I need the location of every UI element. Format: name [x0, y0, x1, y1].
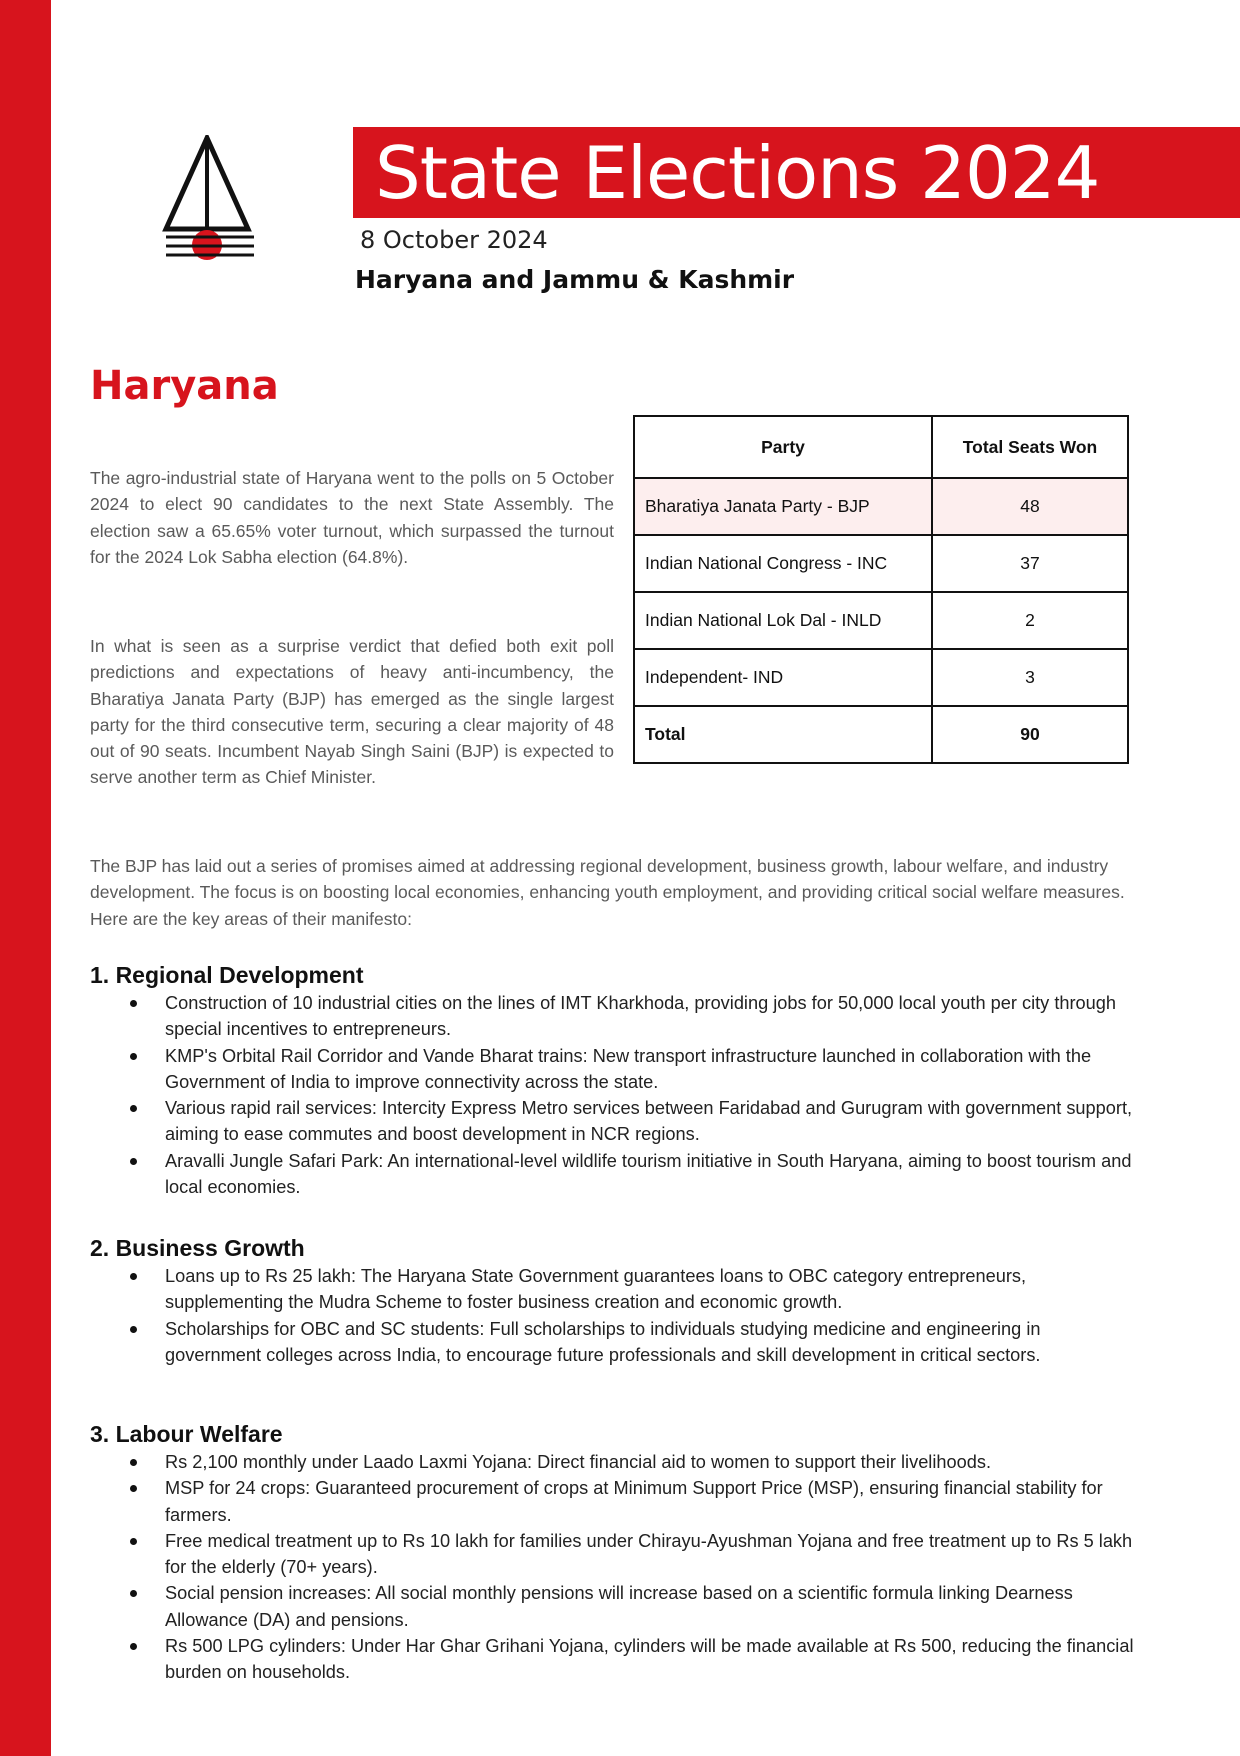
publication-date: 8 October 2024	[360, 226, 548, 254]
list-item: Various rapid rail services: Intercity Express Metro services between Faridabad and Gurugram with government support, aiming to ease commutes and boost development in NCR regions.	[126, 1095, 1136, 1148]
list-item: Rs 500 LPG cylinders: Under Har Ghar Grihani Yojana, cylinders will be made available at Rs 500, reducing the financial burden on households.	[126, 1633, 1136, 1686]
section-heading-labour: 3. Labour Welfare	[90, 1421, 283, 1447]
bullet-icon	[130, 1158, 137, 1165]
section-heading-business: 2. Business Growth	[90, 1235, 305, 1261]
table-header-seats: Total Seats Won	[932, 416, 1128, 478]
table-row	[634, 649, 1128, 706]
manifesto-paragraph: The BJP has laid out a series of promises aimed at addressing regional development, business growth, labour welfare, and industry development. The focus is on boosting local economies, enhancing youth employment, and providing critical social welfare measures. Here are the key areas of their manifesto:	[90, 856, 1125, 929]
verdict-paragraph: In what is seen as a surprise verdict that defied both exit poll predictions and expectations of heavy anti-incumbency, the Bharatiya Janata Party (BJP) has emerged as the single largest party for the third consecutive term, securing a clear majority of 48 out of 90 seats. Incumbent Nayab Singh Saini (BJP) is expected to serve another term as Chief Minister.	[90, 636, 614, 788]
seats-table	[633, 415, 1129, 764]
seats-cell: 37	[932, 535, 1128, 592]
bullet-icon	[130, 1590, 137, 1597]
page-subtitle: Haryana and Jammu & Kashmir	[355, 265, 795, 294]
party-cell: Indian National Lok Dal - INLD	[634, 592, 932, 649]
bullet-icon	[130, 1326, 137, 1333]
red-side-bar	[0, 0, 51, 1756]
list-item: Aravalli Jungle Safari Park: An international-level wildlife tourism initiative in South Haryana, aiming to boost tourism and local economies.	[126, 1148, 1136, 1201]
bullet-icon	[130, 1459, 137, 1466]
party-cell: Total	[634, 706, 932, 763]
intro-paragraph: The agro-industrial state of Haryana went to the polls on 5 October 2024 to elect 90 candidates to the next State Assembly. The election saw a 65.65% voter turnout, which surpassed the turnout for the 2024 Lok Sabha election (64.8%).	[90, 468, 614, 567]
table-row	[634, 535, 1128, 592]
bullet-icon	[130, 1273, 137, 1280]
labour-list	[126, 1449, 1136, 1686]
table-row	[634, 478, 1128, 535]
seats-cell: 48	[932, 478, 1128, 535]
table-total-row	[634, 706, 1128, 763]
bullet-icon	[130, 1643, 137, 1650]
regional-list	[126, 990, 1136, 1200]
business-list	[126, 1263, 1136, 1368]
bullet-icon	[130, 1485, 137, 1492]
party-cell: Bharatiya Janata Party - BJP	[634, 478, 932, 535]
table-header-row	[634, 416, 1128, 478]
bullet-icon	[130, 1105, 137, 1112]
page-title: State Elections 2024	[375, 131, 1100, 215]
list-item: Construction of 10 industrial cities on the lines of IMT Kharkhoda, providing jobs for 50,000 local youth per city through special incentives to entrepreneurs.	[126, 990, 1136, 1043]
section-title: Haryana	[90, 363, 279, 409]
list-item: Social pension increases: All social monthly pensions will increase based on a scientific formula linking Dearness Allowance (DA) and pensions.	[126, 1580, 1136, 1633]
title-banner	[353, 127, 1240, 218]
list-item: Loans up to Rs 25 lakh: The Haryana State Government guarantees loans to OBC category entrepreneurs, supplementing the Mudra Scheme to foster business creation and economic growth.	[126, 1263, 1136, 1316]
seats-cell: 2	[932, 592, 1128, 649]
table-header-party: Party	[634, 416, 932, 478]
section-heading-regional: 1. Regional Development	[90, 962, 364, 988]
party-cell: Independent- IND	[634, 649, 932, 706]
table-row	[634, 592, 1128, 649]
list-item: Rs 2,100 monthly under Laado Laxmi Yojana: Direct financial aid to women to support their livelihoods.	[126, 1449, 1136, 1475]
bullet-icon	[130, 1538, 137, 1545]
seats-cell: 90	[932, 706, 1128, 763]
bullet-icon	[130, 1000, 137, 1007]
logo-icon	[160, 135, 260, 265]
list-item: KMP's Orbital Rail Corridor and Vande Bharat trains: New transport infrastructure launched in collaboration with the Government of India to improve connectivity across the state.	[126, 1043, 1136, 1096]
bullet-icon	[130, 1053, 137, 1060]
list-item: Free medical treatment up to Rs 10 lakh for families under Chirayu-Ayushman Yojana and free treatment up to Rs 5 lakh for the elderly (70+ years).	[126, 1528, 1136, 1581]
list-item: MSP for 24 crops: Guaranteed procurement of crops at Minimum Support Price (MSP), ensuring financial stability for farmers.	[126, 1475, 1136, 1528]
seats-cell: 3	[932, 649, 1128, 706]
list-item: Scholarships for OBC and SC students: Full scholarships to individuals studying medicine and engineering in government colleges across India, to encourage future professionals and skill development in critical sectors.	[126, 1316, 1136, 1369]
party-cell: Indian National Congress - INC	[634, 535, 932, 592]
